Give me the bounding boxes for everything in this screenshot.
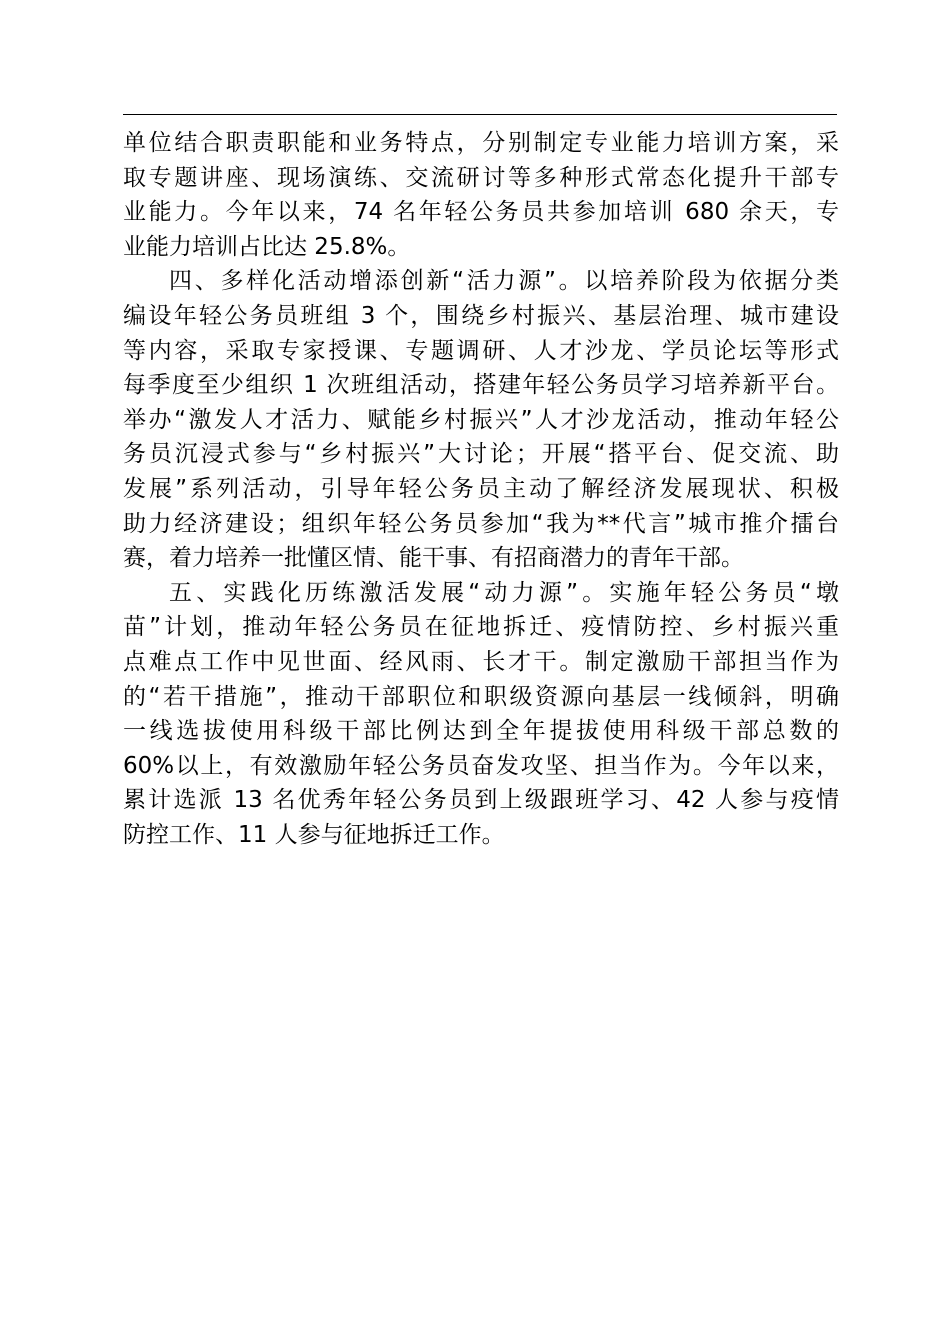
text-line: 四、多样化活动增添创新“活力源”。以培养阶段为依据分类 <box>169 268 839 295</box>
text-line: 的“若干措施”，推动干部职位和职级资源向基层一线倾斜，明确 <box>123 683 839 710</box>
text-line: 举办“激发人才活力、赋能乡村振兴”人才沙龙活动，推动年轻公 <box>123 406 839 433</box>
paragraph-p-four <box>123 264 839 575</box>
text-line: 每季度至少组织 1 次班组活动，搭建年轻公务员学习培养新平台。 <box>123 372 839 399</box>
text-line: 点难点工作中见世面、经风雨、长才干。制定激励干部担当作为 <box>123 648 839 675</box>
body-text <box>123 126 839 852</box>
text-line: 赛，着力培养一批懂区情、能干事、有招商潜力的青年干部。 <box>123 545 744 572</box>
text-line: 60%以上，有效激励年轻公务员奋发攻坚、担当作为。今年以来， <box>123 752 839 779</box>
text-line: 发展”系列活动，引导年轻公务员主动了解经济发展现状、积极 <box>123 475 839 502</box>
text-line: 五、实践化历练激活发展“动力源”。实施年轻公务员“墩 <box>169 579 839 606</box>
text-line: 助力经济建设；组织年轻公务员参加“我为**代言”城市推介擂台 <box>123 510 839 537</box>
header-rule <box>123 114 837 115</box>
paragraph-p-five <box>123 576 839 853</box>
text-line: 务员沉浸式参与“乡村振兴”大讨论；开展“搭平台、促交流、助 <box>123 441 839 468</box>
text-line: 一线选拔使用科级干部比例达到全年提拔使用科级干部总数的 <box>123 718 839 745</box>
text-line: 防控工作、11 人参与征地拆迁工作。 <box>123 821 505 848</box>
paragraph-p-continuation <box>123 126 839 264</box>
text-line: 取专题讲座、现场演练、交流研讨等多种形式常态化提升干部专 <box>123 164 839 191</box>
text-line: 累计选派 13 名优秀年轻公务员到上级跟班学习、42 人参与疫情 <box>123 787 839 814</box>
text-line: 业能力。今年以来，74 名年轻公务员共参加培训 680 余天，专 <box>123 199 839 226</box>
text-line: 编设年轻公务员班组 3 个，围绕乡村振兴、基层治理、城市建设 <box>123 302 839 329</box>
text-line: 业能力培训占比达 25.8%。 <box>123 233 411 260</box>
text-line: 等内容，采取专家授课、专题调研、人才沙龙、学员论坛等形式 <box>123 337 839 364</box>
text-line: 单位结合职责职能和业务特点，分别制定专业能力培训方案，采 <box>123 130 839 156</box>
text-line: 苗”计划，推动年轻公务员在征地拆迁、疫情防控、乡村振兴重 <box>123 614 839 641</box>
